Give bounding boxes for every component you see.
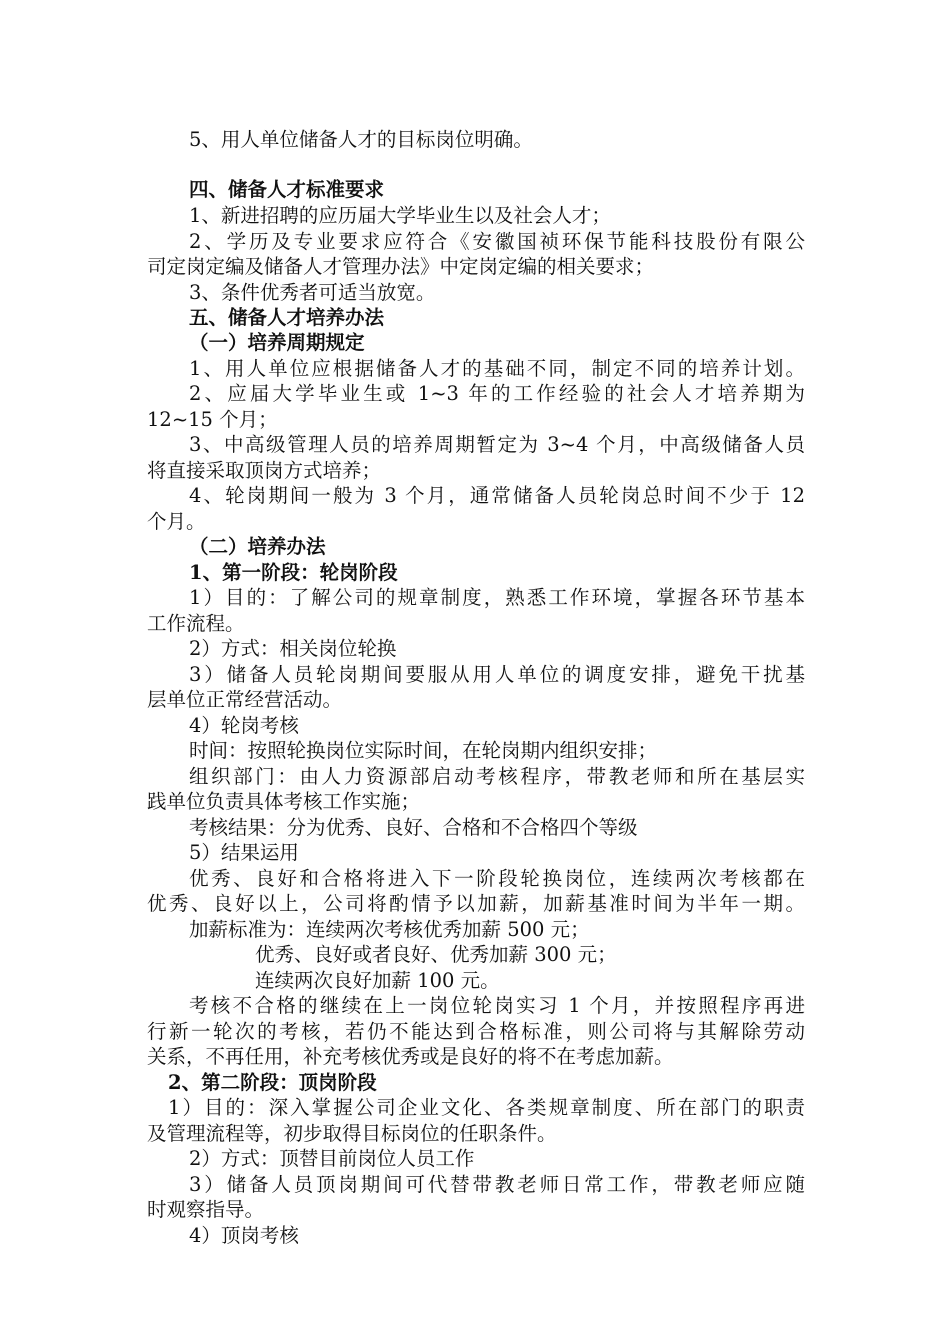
text-line-5: 司定岗定编及储备人才管理办法》中定岗定编的相关要求； — [147, 255, 655, 278]
text-line-23: 4）轮岗考核 — [189, 714, 299, 737]
text-line-15: 个月。 — [147, 510, 206, 533]
section-heading-4: 四、储备人才标准要求 — [189, 178, 385, 201]
text-line-19: 工作流程。 — [147, 612, 245, 635]
text-line-1: 5、用人单位储备人才的目标岗位明确。 — [189, 128, 533, 151]
text-line-3: 1、新进招聘的应历届大学毕业生以及社会人才； — [189, 204, 611, 227]
text-line-6: 3、条件优秀者可适当放宽。 — [189, 281, 436, 304]
text-line-25: 组织部门：由人力资源部启动考核程序，带教老师和所在基层实 — [189, 765, 805, 788]
text-line-39: 及管理流程等，初步取得目标岗位的任职条件。 — [147, 1122, 557, 1145]
text-line-20: 2）方式：相关岗位轮换 — [189, 637, 397, 660]
text-line-13: 将直接采取顶岗方式培养； — [147, 459, 382, 482]
text-line-42: 时观察指导。 — [147, 1198, 265, 1221]
text-line-26: 践单位负责具体考核工作实施； — [147, 790, 421, 813]
text-line-24: 时间：按照轮换岗位实际时间，在轮岗期内组织安排； — [189, 739, 658, 762]
text-line-34: 考核不合格的继续在上一岗位轮岗实习 1 个月，并按照程序再进 — [189, 994, 805, 1017]
text-line-33: 连续两次良好加薪 100 元。 — [255, 969, 500, 992]
text-line-27: 考核结果：分为优秀、良好、合格和不合格四个等级 — [189, 816, 638, 839]
subsection-heading-1: （一）培养周期规定 — [189, 331, 365, 354]
text-line-4: 2、学历及专业要求应符合《安徽国祯环保节能科技股份有限公 — [189, 230, 805, 253]
text-line-36: 关系，不再任用，补充考核优秀或是良好的将不在考虑加薪。 — [147, 1045, 674, 1068]
stage-heading-1: 1、第一阶段：轮岗阶段 — [189, 561, 398, 584]
text-line-9: 1、用人单位应根据储备人才的基础不同，制定不同的培养计划。 — [189, 357, 805, 380]
text-line-32: 优秀、良好或者良好、优秀加薪 300 元； — [255, 943, 617, 966]
text-line-35: 行新一轮次的考核，若仍不能达到合格标准，则公司将与其解除劳动 — [147, 1020, 805, 1043]
subsection-heading-2: （二）培养办法 — [189, 535, 326, 558]
text-line-14: 4、轮岗期间一般为 3 个月，通常储备人员轮岗总时间不少于 12 — [189, 484, 805, 507]
text-line-28: 5）结果运用 — [189, 841, 299, 864]
text-line-29: 优秀、良好和合格将进入下一阶段轮换岗位，连续两次考核都在 — [189, 867, 805, 890]
section-heading-5: 五、储备人才培养办法 — [189, 306, 385, 329]
text-line-10: 2、应届大学毕业生或 1~3 年的工作经验的社会人才培养期为 — [189, 382, 805, 405]
stage-heading-2: 2、第二阶段：顶岗阶段 — [168, 1071, 377, 1094]
text-line-21: 3）储备人员轮岗期间要服从用人单位的调度安排，避免干扰基 — [189, 663, 805, 686]
text-line-11: 12~15 个月； — [147, 408, 278, 431]
text-line-41: 3）储备人员顶岗期间可代替带教老师日常工作，带教老师应随 — [189, 1173, 805, 1196]
text-line-12: 3、中高级管理人员的培养周期暂定为 3~4 个月，中高级储备人员 — [189, 433, 805, 456]
text-line-31: 加薪标准为：连续两次考核优秀加薪 500 元； — [189, 918, 590, 941]
text-line-22: 层单位正常经营活动。 — [147, 688, 343, 711]
text-line-43: 4）顶岗考核 — [189, 1224, 299, 1247]
text-line-18: 1）目的：了解公司的规章制度，熟悉工作环境，掌握各环节基本 — [189, 586, 805, 609]
text-line-38: 1）目的：深入掌握公司企业文化、各类规章制度、所在部门的职责 — [168, 1096, 805, 1119]
text-line-40: 2）方式：顶替目前岗位人员工作 — [189, 1147, 475, 1170]
text-line-30: 优秀、良好以上，公司将酌情予以加薪，加薪基准时间为半年一期。 — [147, 892, 805, 915]
